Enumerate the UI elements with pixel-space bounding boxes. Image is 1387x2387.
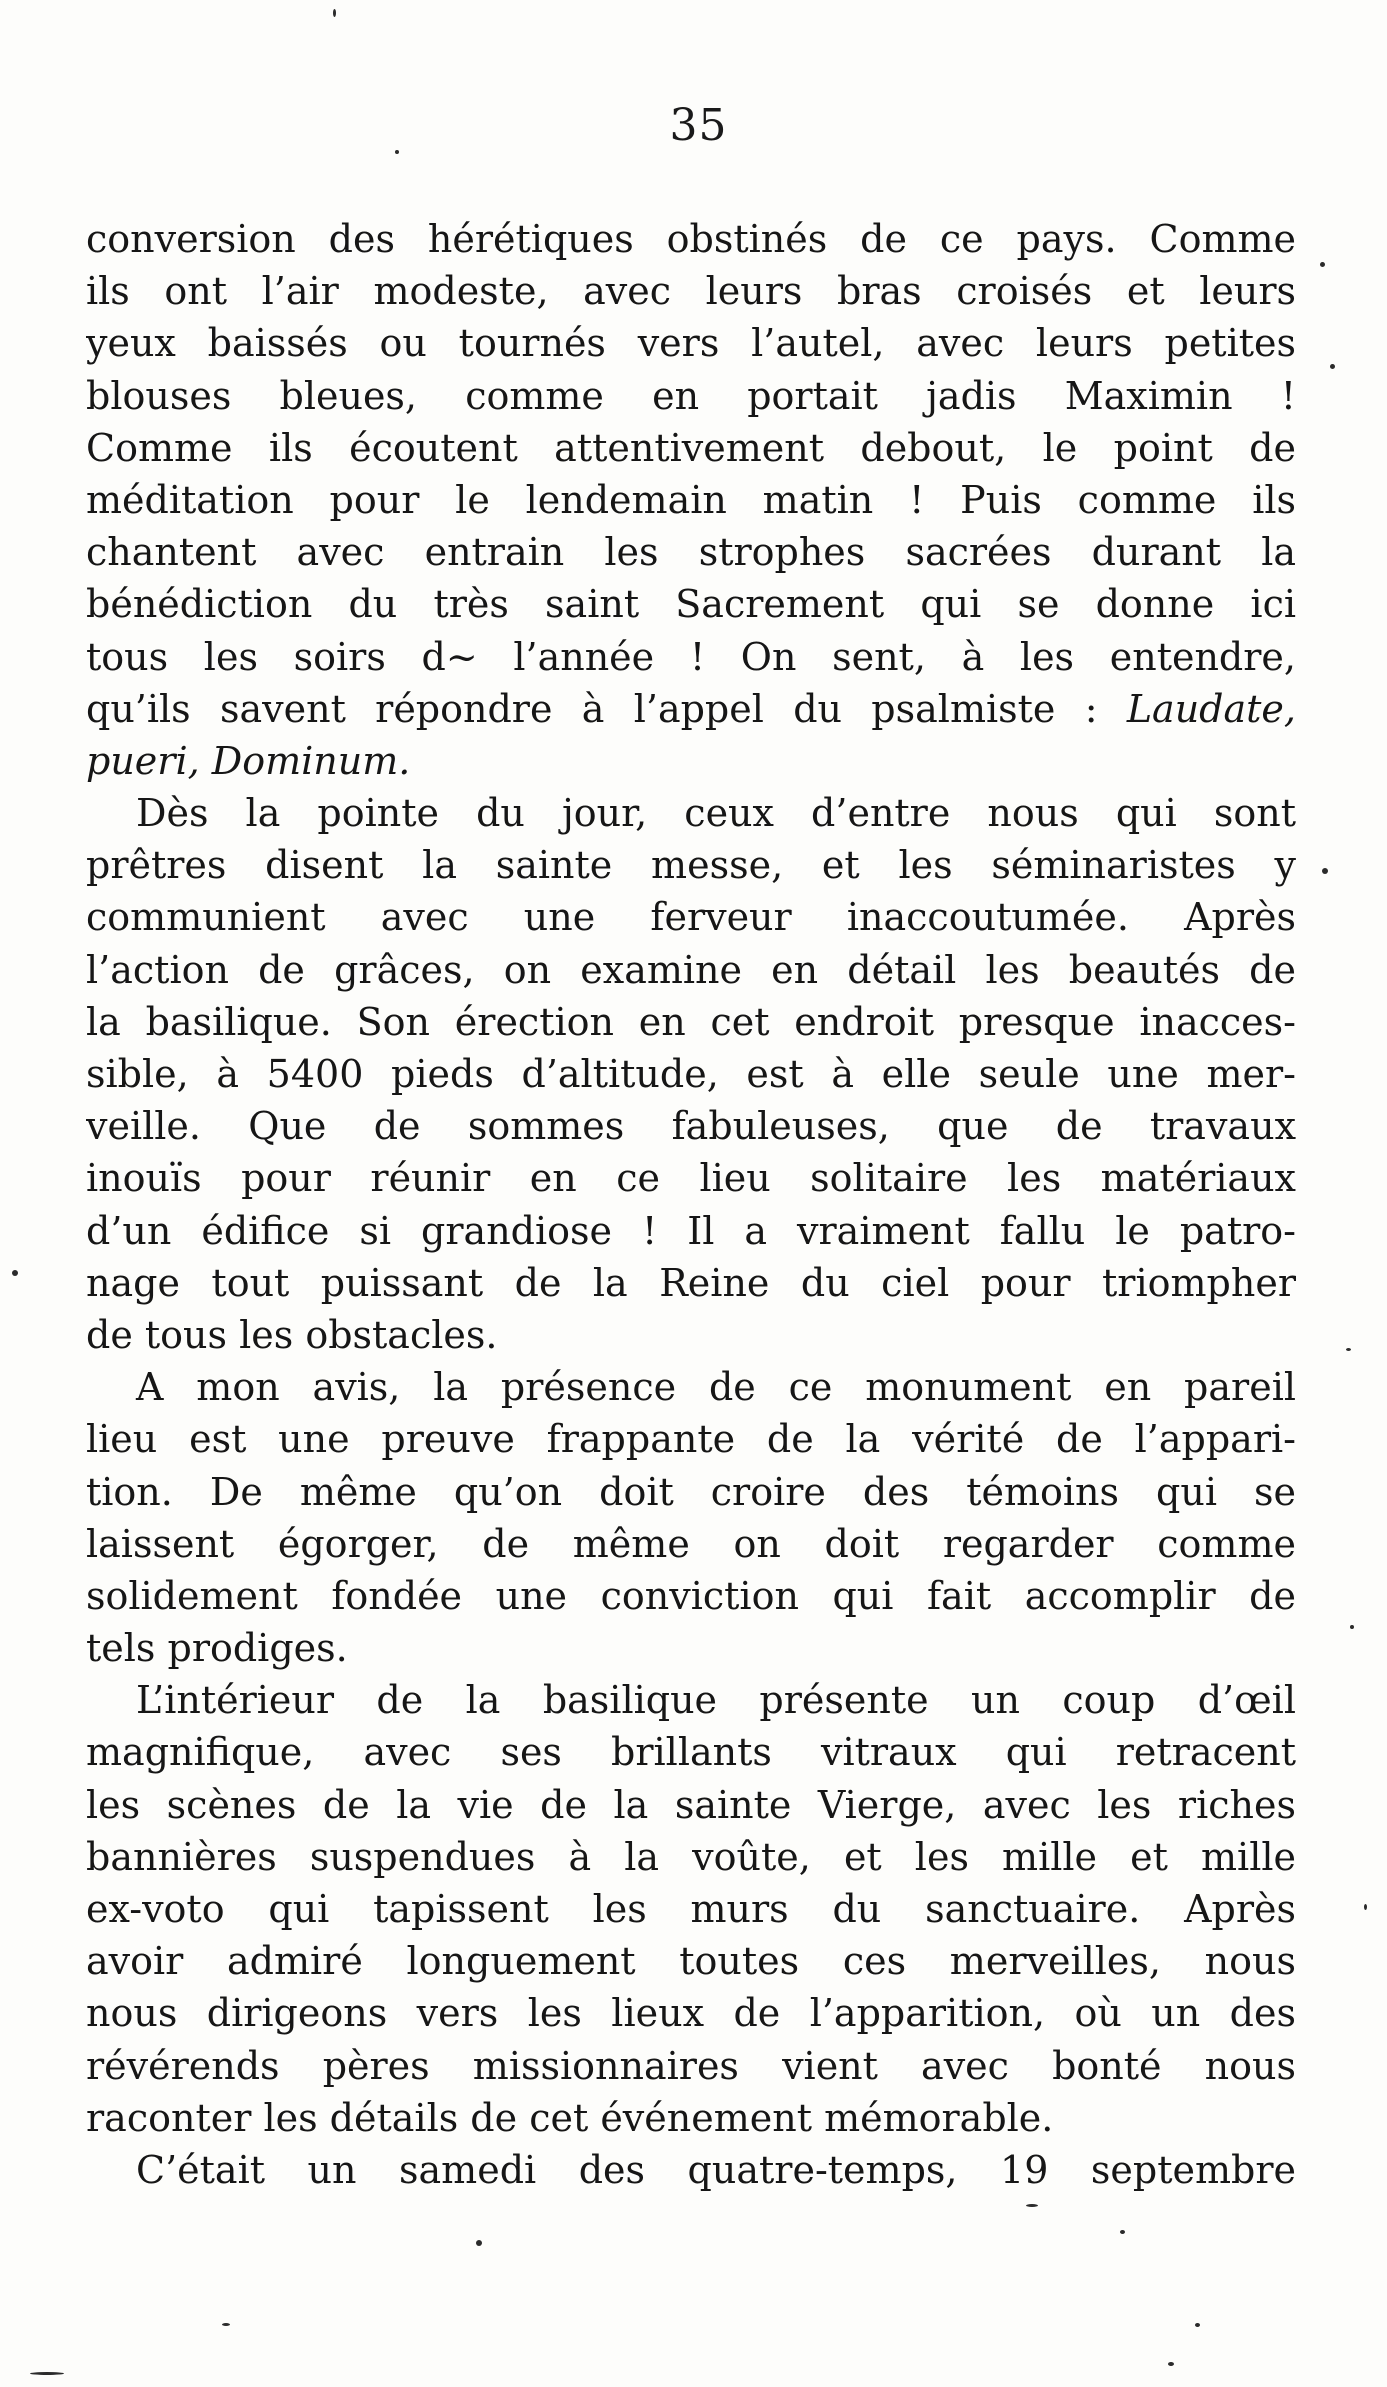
text-line: magnifique, avec ses brillants vitraux qui retracent xyxy=(86,1730,1296,1775)
scan-speck xyxy=(476,2240,482,2246)
text-line: ex-voto qui tapissent les murs du sanctuaire. Après xyxy=(86,1887,1296,1931)
text-line: Dès la pointe du jour, ceux d’entre nous qui sont xyxy=(136,791,1296,836)
text-line: conversion des hérétiques obstinés de ce pays. Comme xyxy=(86,217,1296,261)
text-line: nous dirigeons vers les lieux de l’apparition, où un des xyxy=(86,1991,1296,2036)
text-line: l’action de grâces, on examine en détail les beautés de xyxy=(86,947,1296,992)
text-line: solidement fondée une conviction qui fait accomplir de xyxy=(86,1573,1296,1618)
text-line: ils ont l’air modeste, avec leurs bras croisés et leurs xyxy=(86,269,1296,314)
scan-speck xyxy=(1120,2230,1125,2234)
text-line: nage tout puissant de la Reine du ciel pour triompher xyxy=(86,1260,1296,1305)
text-line: chantent avec entrain les strophes sacrées durant la xyxy=(86,530,1296,575)
text-line: bénédiction du très saint Sacrement qui se donne ici xyxy=(86,582,1296,627)
scan-speck xyxy=(1026,2204,1038,2207)
text-line: avoir admiré longuement toutes ces merveilles, nous xyxy=(86,1939,1296,1984)
text-line: raconter les détails de cet événement mémorable. xyxy=(86,2095,1054,2140)
text-line: la basilique. Son érection en cet endroit presque inacces- xyxy=(86,999,1296,1044)
text-line: les scènes de la vie de la sainte Vierge, avec les riches xyxy=(86,1782,1296,1827)
scan-speck xyxy=(12,1270,18,1276)
text-line: bannières suspendues à la voûte, et les mille et mille xyxy=(86,1834,1296,1879)
text-line: Comme ils écoutent attentivement debout, le point de xyxy=(86,425,1296,470)
scan-speck xyxy=(30,2372,64,2375)
text-line: qu’ils savent répondre à l’appel du psalmiste : Laudate, xyxy=(86,686,1296,731)
text-line: L’intérieur de la basilique présente un coup d’œil xyxy=(136,1678,1296,1723)
page-number: 35 xyxy=(669,100,728,151)
text-line: C’était un samedi des quatre-temps, 19 septembre xyxy=(136,2147,1296,2192)
text-line: laissent égorger, de même on doit regarder comme xyxy=(86,1521,1296,1566)
text-line: lieu est une preuve frappante de la vérité de l’appari- xyxy=(86,1417,1296,1462)
scan-speck xyxy=(1320,262,1325,267)
scan-speck xyxy=(1350,1625,1354,1629)
scan-speck xyxy=(1168,2362,1174,2366)
scan-speck xyxy=(222,2323,230,2326)
text-line: A mon avis, la présence de ce monument en pareil xyxy=(136,1365,1296,1410)
scan-speck xyxy=(333,9,336,17)
text-line: inouïs pour réunir en ce lieu solitaire les matériaux xyxy=(86,1156,1296,1201)
text-line: veille. Que de sommes fabuleuses, que de travaux xyxy=(86,1104,1296,1149)
scan-speck xyxy=(1346,1348,1351,1351)
text-line: communient avec une ferveur inaccoutumée. Après xyxy=(86,895,1296,940)
scan-speck xyxy=(1195,2323,1200,2327)
body-text xyxy=(86,213,1296,2196)
text-line: yeux baissés ou tournés vers l’autel, avec leurs petites xyxy=(86,321,1296,366)
scan-speck xyxy=(395,150,399,154)
scan-speck xyxy=(1322,868,1328,874)
scan-speck xyxy=(1330,364,1335,369)
text-line: de tous les obstacles. xyxy=(86,1312,498,1357)
text-line: tels prodiges. xyxy=(86,1626,348,1671)
text-line: méditation pour le lendemain matin ! Puis comme ils xyxy=(86,477,1296,522)
text-line: blouses bleues, comme en portait jadis Maximin ! xyxy=(86,373,1296,418)
text-line: sible, à 5400 pieds d’altitude, est à elle seule une mer- xyxy=(86,1052,1296,1096)
scan-speck xyxy=(1364,1904,1367,1910)
text-line: tous les soirs d~ l’année ! On sent, à les entendre, xyxy=(86,634,1296,679)
text-line: d’un édifice si grandiose ! Il a vraiment fallu le patro- xyxy=(86,1208,1296,1253)
text-line: prêtres disent la sainte messe, et les séminaristes y xyxy=(86,843,1296,888)
text-line: révérends pères missionnaires vient avec bonté nous xyxy=(86,2043,1296,2088)
text-line: pueri, Dominum. xyxy=(86,738,411,783)
text-line: tion. De même qu’on doit croire des témoins qui se xyxy=(86,1469,1296,1514)
